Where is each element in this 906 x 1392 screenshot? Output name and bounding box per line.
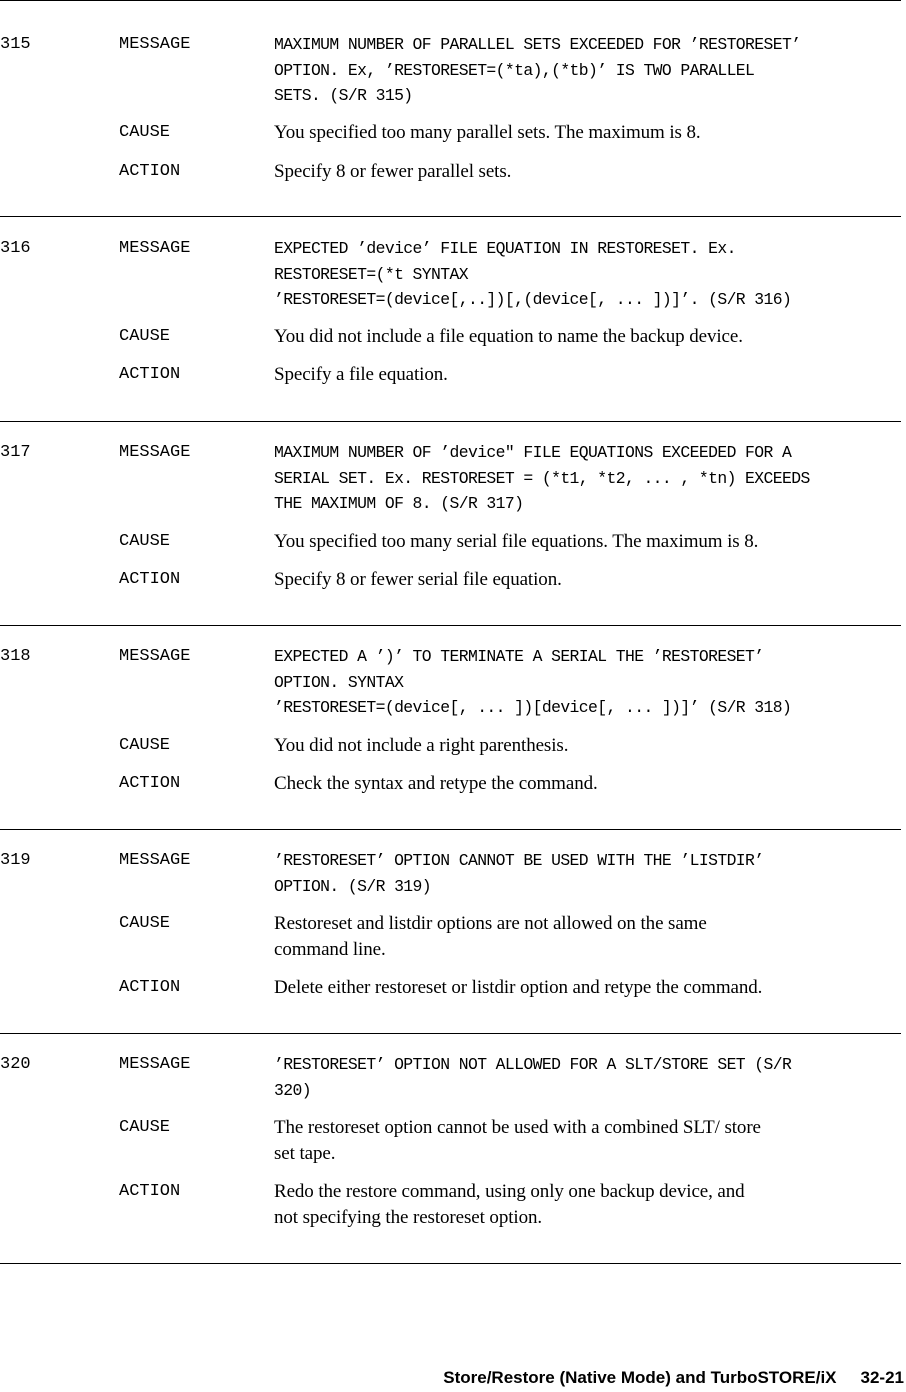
action-label: ACTION bbox=[119, 978, 181, 997]
message-line: SERIAL SET. Ex. RESTORESET = (*t1, *t2, ... , *tn) EXCEEDS bbox=[274, 468, 810, 488]
message-label: MESSAGE bbox=[119, 647, 191, 666]
message-line: ’RESTORESET’ OPTION NOT ALLOWED FOR A SLT/STORE SET (S/R bbox=[274, 1055, 792, 1074]
message-number: 317 bbox=[0, 443, 31, 462]
message-label: MESSAGE bbox=[119, 35, 191, 54]
page-number: 32-21 bbox=[860, 1368, 904, 1387]
message-line: SETS. (S/R 315) bbox=[274, 86, 413, 105]
cause-line: You did not include a right parenthesis. bbox=[274, 735, 569, 756]
cause-line: You did not include a file equation to name the backup device. bbox=[274, 326, 743, 347]
message-label: MESSAGE bbox=[119, 1055, 191, 1074]
action-line: Redo the restore command, using only one backup device, and bbox=[274, 1181, 745, 1202]
message-text bbox=[274, 1052, 906, 1103]
cause-label: CAUSE bbox=[119, 532, 171, 551]
cause-line: You specified too many serial file equations. The maximum is 8. bbox=[274, 531, 759, 552]
cause-label: CAUSE bbox=[119, 914, 171, 933]
action-text bbox=[274, 362, 906, 388]
message-line: MAXIMUM NUMBER OF ’device" FILE EQUATIONS EXCEEDED FOR A bbox=[274, 443, 792, 462]
action-line: Specify 8 or fewer serial file equation. bbox=[274, 569, 562, 590]
action-label: ACTION bbox=[119, 162, 181, 181]
cause-text bbox=[274, 120, 906, 146]
action-line: Delete either restoreset or listdir option and retype the command. bbox=[274, 977, 763, 998]
cause-line: command line. bbox=[274, 938, 386, 960]
message-line: MAXIMUM NUMBER OF PARALLEL SETS EXCEEDED FOR ’RESTORESET’ bbox=[274, 35, 801, 54]
message-line: OPTION. (S/R 319) bbox=[274, 876, 432, 896]
action-text bbox=[274, 159, 906, 185]
action-text bbox=[274, 1179, 906, 1230]
message-label: MESSAGE bbox=[119, 239, 191, 258]
message-number: 320 bbox=[0, 1055, 31, 1074]
message-line: OPTION. SYNTAX bbox=[274, 672, 404, 692]
action-label: ACTION bbox=[119, 774, 181, 793]
message-line: ’RESTORESET=(device[, ... ])[device[, ... ])]’ (S/R 318) bbox=[274, 698, 792, 717]
action-label: ACTION bbox=[119, 365, 181, 384]
cause-line: Restoreset and listdir options are not allowed on the same bbox=[274, 913, 707, 934]
cause-text bbox=[274, 324, 906, 350]
divider-rule bbox=[0, 625, 901, 626]
cause-line: set tape. bbox=[274, 1142, 336, 1164]
action-line: Check the syntax and retype the command. bbox=[274, 773, 598, 794]
message-line: RESTORESET=(*t SYNTAX bbox=[274, 264, 468, 284]
action-text bbox=[274, 567, 906, 593]
message-number: 318 bbox=[0, 647, 31, 666]
cause-text bbox=[274, 733, 906, 759]
action-label: ACTION bbox=[119, 1182, 181, 1201]
action-line: Specify 8 or fewer parallel sets. bbox=[274, 161, 512, 182]
message-text bbox=[274, 440, 906, 517]
message-text bbox=[274, 236, 906, 313]
divider-rule bbox=[0, 1263, 901, 1264]
divider-rule bbox=[0, 0, 901, 1]
cause-line: You specified too many parallel sets. The maximum is 8. bbox=[274, 122, 701, 143]
message-number: 316 bbox=[0, 239, 31, 258]
message-text bbox=[274, 848, 906, 899]
cause-label: CAUSE bbox=[119, 327, 171, 346]
message-number: 319 bbox=[0, 851, 31, 870]
divider-rule bbox=[0, 1033, 901, 1034]
message-line: 320) bbox=[274, 1080, 311, 1100]
action-text bbox=[274, 975, 906, 1001]
cause-line: The restoreset option cannot be used with a combined SLT/ store bbox=[274, 1117, 761, 1138]
message-label: MESSAGE bbox=[119, 443, 191, 462]
message-line: THE MAXIMUM OF 8. (S/R 317) bbox=[274, 494, 524, 513]
divider-rule bbox=[0, 216, 901, 217]
message-line: ’RESTORESET’ OPTION CANNOT BE USED WITH THE ’LISTDIR’ bbox=[274, 851, 764, 870]
action-text bbox=[274, 771, 906, 797]
message-line: EXPECTED A ’)’ TO TERMINATE A SERIAL THE ’RESTORESET’ bbox=[274, 647, 764, 666]
cause-label: CAUSE bbox=[119, 736, 171, 755]
message-text bbox=[274, 644, 906, 721]
action-label: ACTION bbox=[119, 570, 181, 589]
action-line: Specify a file equation. bbox=[274, 364, 448, 385]
message-line: OPTION. Ex, ’RESTORESET=(*ta),(*tb)’ IS TWO PARALLEL bbox=[274, 60, 755, 80]
cause-text bbox=[274, 529, 906, 555]
cause-label: CAUSE bbox=[119, 123, 171, 142]
message-label: MESSAGE bbox=[119, 851, 191, 870]
message-line: ’RESTORESET=(device[,..])[,(device[, ... ])]’. (S/R 316) bbox=[274, 290, 792, 309]
divider-rule bbox=[0, 829, 901, 830]
action-line: not specifying the restoreset option. bbox=[274, 1206, 543, 1228]
message-number: 315 bbox=[0, 35, 31, 54]
divider-rule bbox=[0, 421, 901, 422]
cause-text bbox=[274, 1115, 906, 1166]
cause-text bbox=[274, 911, 906, 962]
footer-title: Store/Restore (Native Mode) and TurboSTORE/iX bbox=[443, 1368, 837, 1387]
message-text bbox=[274, 32, 906, 109]
page-footer bbox=[443, 1367, 904, 1389]
cause-label: CAUSE bbox=[119, 1118, 171, 1137]
message-line: EXPECTED ’device’ FILE EQUATION IN RESTORESET. Ex. bbox=[274, 239, 736, 258]
